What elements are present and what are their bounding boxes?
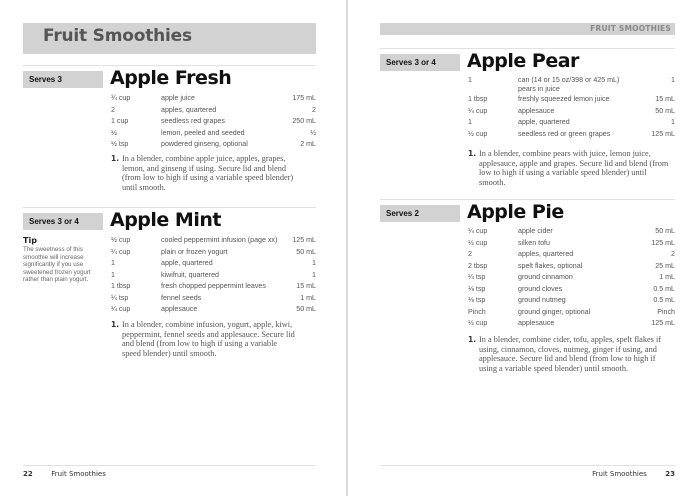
ingredient-metric: 125 mL (651, 319, 675, 327)
ingredient-name: applesauce (161, 305, 198, 313)
section-divider (380, 199, 675, 200)
ingredient-metric: 15 mL (655, 95, 675, 103)
recipe-title: Apple Pie (467, 201, 564, 223)
page-footer (592, 470, 675, 478)
ingredient-row (111, 293, 316, 305)
ingredient-row (468, 284, 675, 296)
ingredient-metric: 2 (312, 105, 316, 114)
step-text: In a blender, combine pears with juice, lemon juice, applesauce, apple and grapes. Secure lid and blend (from low to high if using a variable speed blender) until smooth. (479, 149, 669, 187)
step-number: 1. (111, 154, 120, 163)
ingredient-qty: 1 (111, 259, 115, 267)
ingredient-name: applesauce (518, 319, 555, 327)
step-text: In a blender, combine apple juice, apples, grapes, lemon, and ginseng if using. Secure lid and blend (from low to high if using a variable speed blender) until smooth. (122, 154, 294, 192)
step-number: 1. (468, 335, 477, 344)
ingredient-name: plain or frozen yogurt (161, 247, 228, 256)
recipe-apple-pear (380, 50, 675, 193)
ingredient-metric: 2 mL (300, 140, 316, 148)
instruction-step (468, 149, 675, 187)
ingredient-row (468, 238, 675, 250)
ingredient-metric: 1 (671, 118, 675, 126)
ingredient-metric: 125 mL (292, 236, 316, 244)
ingredient-qty: ¼ tsp (468, 273, 486, 281)
recipe-apple-pie (380, 201, 675, 384)
ingredient-row (111, 116, 316, 128)
ingredient-metric: 250 mL (292, 117, 316, 125)
ingredient-row (111, 128, 316, 140)
ingredient-name: ground cinnamon (518, 273, 573, 281)
page-footer (23, 470, 106, 478)
ingredient-name: fennel seeds (161, 293, 202, 302)
ingredient-row (111, 139, 316, 151)
instruction-step (111, 154, 296, 192)
ingredient-name: ground cloves (518, 284, 563, 293)
ingredient-name: applesauce (518, 106, 555, 115)
recipe-title: Apple Fresh (110, 67, 232, 89)
ingredient-row (111, 270, 316, 282)
ingredient-name: ground nutmeg (518, 296, 566, 304)
instruction-step (111, 320, 296, 358)
recipe-title: Apple Pear (467, 50, 579, 72)
ingredient-metric: 15 mL (296, 282, 316, 290)
ingredient-row (111, 235, 316, 247)
ingredient-row (468, 307, 675, 319)
ingredient-metric: ½ (310, 128, 316, 137)
ingredient-qty: ⅛ tsp (468, 296, 486, 304)
ingredient-qty: ¼ cup (468, 227, 488, 235)
ingredient-qty: 1 tbsp (468, 95, 488, 103)
ingredient-name: apple, quartered (161, 259, 213, 267)
ingredient-name: apple cider (518, 227, 553, 235)
ingredient-row (468, 117, 675, 129)
ingredient-metric: 1 mL (300, 293, 316, 302)
ingredient-row (111, 247, 316, 259)
tip-text: The sweetness of this smoothie will increase significantly if you use sweetened frozen yogurt rather than plain yogurt. (23, 246, 91, 284)
chapter-header: FRUIT SMOOTHIES (590, 24, 671, 33)
ingredient-row (468, 129, 675, 141)
step-text: In a blender, combine cider, tofu, apples, spelt flakes if using, cinnamon, cloves, nutmeg, ginger if using, and applesauce. Secure lid and blend (from low to high if using a variable speed blender) until smooth. (479, 335, 662, 373)
ingredient-list (468, 226, 675, 330)
ingredient-qty: 2 tbsp (468, 261, 488, 270)
ingredient-name: apple, quartered (518, 118, 570, 126)
ingredient-name: spelt flakes, optional (518, 261, 583, 270)
ingredient-name: kiwifruit, quartered (161, 270, 219, 279)
ingredient-qty: ½ cup (468, 238, 488, 247)
ingredient-metric: 0.5 mL (653, 284, 675, 293)
ingredient-qty: ⅛ tsp (468, 284, 486, 293)
ingredient-metric: 1 (312, 259, 316, 267)
ingredient-row (468, 295, 675, 307)
page-number: 22 (23, 470, 33, 478)
serves-badge: Serves 3 (23, 71, 103, 88)
ingredient-qty: 1 (111, 270, 115, 279)
ingredient-row (111, 304, 316, 316)
ingredient-qty: ½ cup (111, 236, 131, 244)
ingredient-list (111, 93, 316, 151)
ingredient-row (468, 261, 675, 273)
ingredient-metric: 1 (671, 76, 675, 84)
chapter-header-bar (23, 23, 316, 54)
ingredient-metric: 175 mL (292, 94, 316, 102)
ingredient-qty: 2 (468, 250, 472, 258)
ingredient-qty: ½ tsp (111, 140, 129, 148)
ingredient-row (468, 272, 675, 284)
ingredient-qty: 2 (111, 105, 115, 114)
ingredient-qty: ¼ tsp (111, 293, 129, 302)
ingredient-qty: ¼ cup (111, 247, 131, 256)
ingredient-row (468, 226, 675, 238)
tip-heading: Tip (23, 236, 37, 245)
serves-badge: Serves 3 or 4 (380, 54, 460, 71)
ingredient-name: apples, quartered (161, 105, 217, 114)
ingredient-metric: 50 mL (655, 106, 675, 115)
ingredient-name: powdered ginseng, optional (161, 140, 248, 148)
ingredient-name: cooled peppermint infusion (page xx) (161, 236, 278, 244)
ingredient-metric: 2 (671, 250, 675, 258)
ingredient-row (111, 258, 316, 270)
section-divider (23, 207, 316, 208)
serves-badge: Serves 2 (380, 205, 460, 222)
ingredient-name: fresh chopped peppermint leaves (161, 282, 266, 290)
ingredient-list (111, 235, 316, 316)
ingredient-metric: 125 mL (651, 238, 675, 247)
tip-box (23, 236, 93, 284)
footer-divider (23, 465, 316, 466)
ingredient-qty: 1 (468, 118, 472, 126)
ingredient-row (111, 281, 316, 293)
ingredient-metric: Pinch (657, 307, 675, 316)
footer-divider (380, 465, 675, 466)
ingredient-metric: 50 mL (296, 247, 316, 256)
ingredient-qty: 1 cup (111, 117, 129, 125)
instruction-step (468, 335, 675, 373)
ingredient-metric: 0.5 mL (653, 296, 675, 304)
ingredient-row (468, 75, 675, 94)
chapter-header: Fruit Smoothies (43, 26, 192, 46)
ingredient-qty: 1 tbsp (111, 282, 131, 290)
section-divider (380, 48, 675, 49)
ingredient-name: apple juice (161, 94, 195, 102)
ingredient-qty: ¾ cup (111, 94, 131, 102)
ingredient-name: seedless red or green grapes (518, 129, 611, 138)
ingredient-name: silken tofu (518, 238, 550, 247)
ingredient-name: can (14 or 15 oz/398 or 425 mL) pears in juice (518, 76, 620, 93)
ingredient-qty: Pinch (468, 307, 486, 316)
section-divider (23, 65, 316, 66)
ingredient-metric: 1 (312, 270, 316, 279)
ingredient-qty: 1 (468, 76, 472, 84)
ingredient-name: apples, quartered (518, 250, 574, 258)
ingredient-qty: ½ cup (468, 129, 488, 138)
footer-section: Fruit Smoothies (51, 470, 106, 478)
ingredient-name: lemon, peeled and seeded (161, 128, 245, 137)
ingredient-metric: 125 mL (651, 129, 675, 138)
step-text: In a blender, combine infusion, yogurt, apple, kiwi, peppermint, fennel seeds and applesauce. Secure lid and blend (from low to high if using a variable speed blender) until smooth. (122, 320, 295, 358)
left-page (0, 0, 346, 496)
ingredient-qty: ½ (111, 128, 117, 137)
step-number: 1. (111, 320, 120, 329)
ingredient-qty: ½ cup (468, 319, 488, 327)
ingredient-row (468, 94, 675, 106)
ingredient-row (468, 318, 675, 330)
chapter-header-bar (380, 23, 675, 35)
ingredient-name: ground ginger, optional (518, 307, 591, 316)
ingredient-row (468, 106, 675, 118)
ingredient-qty: ¼ cup (111, 305, 131, 313)
ingredient-name: freshly squeezed lemon juice (518, 95, 610, 103)
step-number: 1. (468, 149, 477, 158)
right-page (348, 0, 695, 496)
recipe-title: Apple Mint (110, 209, 221, 231)
ingredient-metric: 25 mL (655, 261, 675, 270)
ingredient-metric: 1 mL (659, 273, 675, 281)
ingredient-metric: 50 mL (296, 305, 316, 313)
ingredient-row (111, 105, 316, 117)
recipe-apple-fresh (23, 67, 316, 205)
serves-badge: Serves 3 or 4 (23, 213, 103, 230)
ingredient-row (468, 249, 675, 261)
ingredient-name: seedless red grapes (161, 117, 225, 125)
ingredient-metric: 50 mL (655, 227, 675, 235)
ingredient-list (468, 75, 675, 140)
ingredient-qty: ¼ cup (468, 106, 488, 115)
ingredient-row (111, 93, 316, 105)
footer-section: Fruit Smoothies (592, 470, 647, 478)
page-number: 23 (665, 470, 675, 478)
